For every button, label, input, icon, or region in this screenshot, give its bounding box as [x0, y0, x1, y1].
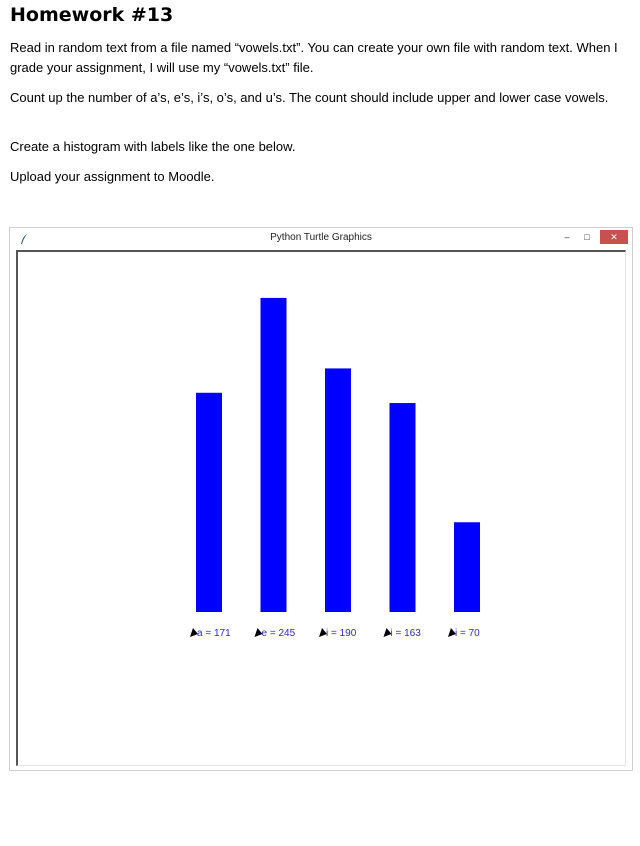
paragraph-instructions-file: Read in random text from a file named “vowels.txt”. You can create your own file with random text. When I grade your assignment, I will use my “vowels.txt” file.	[10, 40, 618, 75]
close-button[interactable]: ✕	[600, 230, 628, 244]
window-controls	[556, 230, 628, 244]
paragraph-instructions-count: Count up the number of a’s, e’s, i’s, o’s, and u’s. The count should include upper and lower case vowels.	[10, 90, 609, 105]
histogram-bar-4	[390, 403, 416, 612]
histogram-label-3: i = 190	[326, 628, 357, 639]
histogram-bar-5	[454, 522, 480, 612]
histogram-label-5: i = 70	[455, 628, 480, 639]
window-title: Python Turtle Graphics	[270, 232, 372, 243]
document-title: Homework #13	[10, 4, 174, 26]
maximize-button[interactable]: □	[584, 232, 590, 242]
turtle-canvas	[16, 250, 626, 766]
paragraph-instructions-histogram: Create a histogram with labels like the one below.	[10, 139, 296, 154]
histogram-bar-2	[261, 298, 287, 612]
paragraph-instructions-upload: Upload your assignment to Moodle.	[10, 169, 215, 184]
minimize-button[interactable]: –	[564, 232, 570, 242]
histogram-chart	[18, 252, 625, 765]
turtle-window	[9, 227, 633, 771]
histogram-bar-1	[196, 393, 222, 612]
histogram-bar-3	[325, 368, 351, 612]
histogram-label-1: a = 171	[197, 628, 231, 639]
histogram-label-2: e = 245	[261, 628, 296, 639]
histogram-label-4: i = 163	[390, 628, 421, 639]
window-titlebar[interactable]	[10, 228, 632, 248]
